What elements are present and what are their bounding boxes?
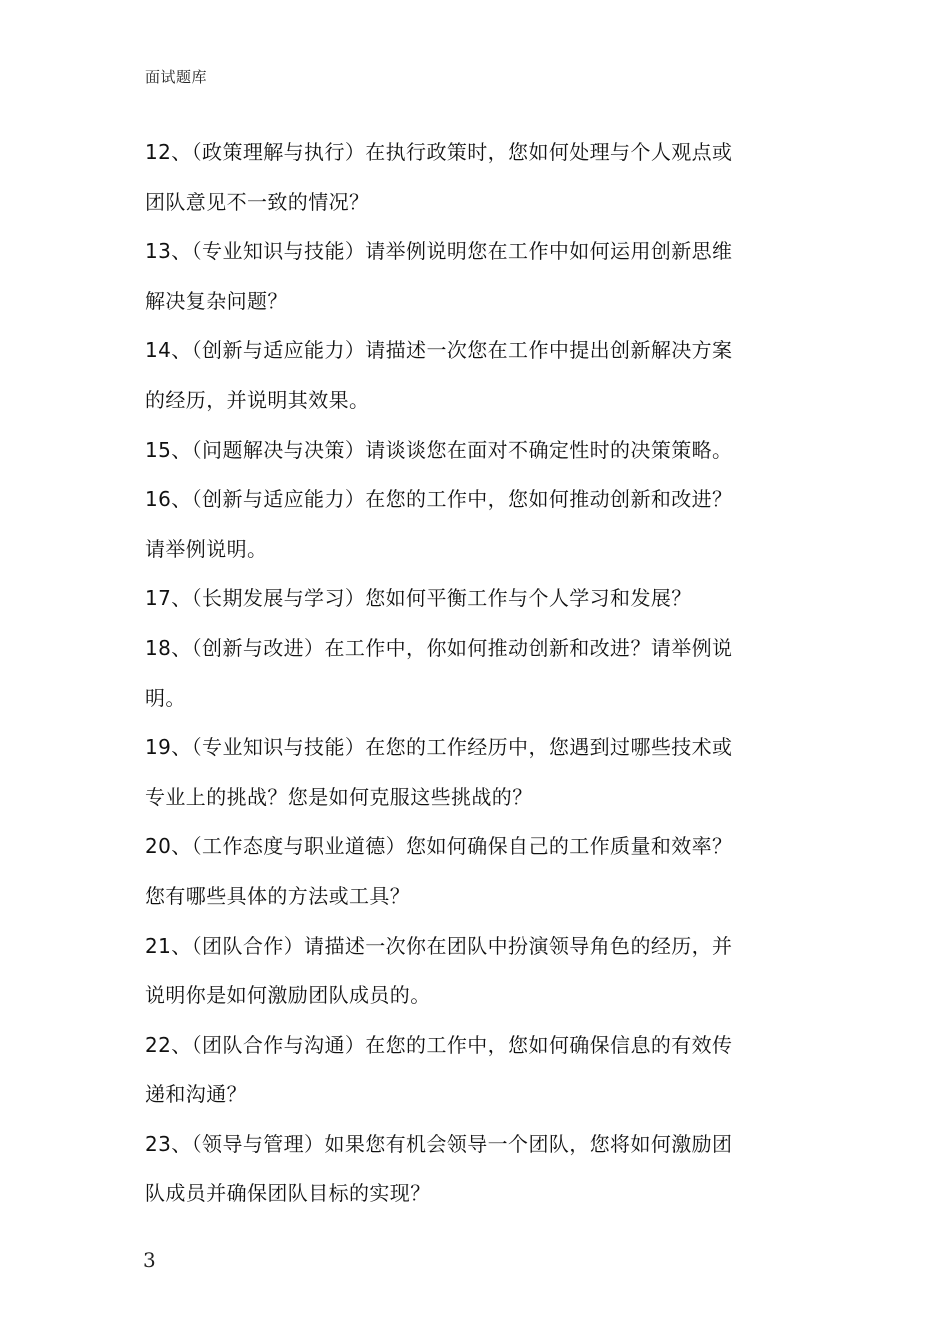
question-first-line: [145, 1021, 807, 1071]
question-number: 15、: [145, 437, 192, 462]
question-item: [145, 1021, 807, 1120]
question-text: （创新与适应能力）请描述一次您在工作中提出创新解决方案: [191, 338, 733, 363]
question-first-line: [145, 128, 807, 178]
question-continuation-line: [145, 773, 807, 823]
question-text: （创新与改进）在工作中，你如何推动创新和改进？请举例说: [191, 635, 733, 660]
question-number: 20、: [145, 834, 192, 859]
question-first-line: [145, 1120, 807, 1170]
question-number: 12、: [145, 140, 192, 164]
question-first-line: [145, 475, 807, 525]
question-continuation-line: [145, 178, 807, 228]
question-text: （领导与管理）如果您有机会领导一个团队，您将如何激励团: [191, 1131, 733, 1156]
question-item: [145, 723, 807, 822]
question-number: 21、: [145, 933, 192, 958]
question-text: 请举例说明。: [145, 536, 268, 561]
question-number: 22、: [145, 1032, 192, 1057]
question-text: （工作态度与职业道德）您如何确保自己的工作质量和效率？: [191, 834, 733, 859]
question-number: 13、: [145, 239, 192, 264]
question-number: 17、: [145, 586, 192, 611]
question-continuation-line: [145, 525, 807, 575]
question-continuation-line: [145, 971, 807, 1021]
question-text: 您有哪些具体的方法或工具？: [145, 883, 411, 908]
question-text: （专业知识与技能）在您的工作经历中，您遇到过哪些技术或: [191, 735, 733, 760]
question-text: 递和沟通？: [145, 1082, 247, 1107]
question-text: （团队合作）请描述一次你在团队中扮演领导角色的经历，并: [191, 933, 733, 958]
question-item: [145, 426, 807, 476]
question-list: [145, 128, 807, 1219]
question-first-line: [145, 922, 807, 972]
question-continuation-line: [145, 872, 807, 922]
question-text: 解决复杂问题？: [145, 288, 288, 313]
question-text: （团队合作与沟通）在您的工作中，您如何确保信息的有效传: [191, 1032, 733, 1057]
question-text: 专业上的挑战？您是如何克服这些挑战的？: [145, 784, 533, 809]
question-text: 明。: [145, 685, 186, 710]
question-text: 的经历，并说明其效果。: [145, 387, 370, 412]
question-text: （长期发展与学习）您如何平衡工作与个人学习和发展？: [191, 586, 692, 611]
question-continuation-line: [145, 277, 807, 327]
question-item: [145, 326, 807, 425]
question-continuation-line: [145, 674, 807, 724]
question-item: [145, 227, 807, 326]
question-item: [145, 1120, 807, 1219]
question-number: 18、: [145, 635, 192, 660]
question-item: [145, 624, 807, 723]
question-first-line: [145, 822, 807, 872]
page-number: 3: [143, 1248, 156, 1272]
question-first-line: [145, 574, 807, 624]
question-first-line: [145, 426, 807, 476]
question-number: 19、: [145, 735, 192, 760]
question-first-line: [145, 227, 807, 277]
question-continuation-line: [145, 1169, 807, 1219]
question-item: [145, 574, 807, 624]
question-text: 队成员并确保团队目标的实现？: [145, 1181, 431, 1206]
question-first-line: [145, 624, 807, 674]
question-text: （政策理解与执行）在执行政策时，您如何处理与个人观点或: [191, 140, 733, 164]
question-item: [145, 922, 807, 1021]
question-continuation-line: [145, 1070, 807, 1120]
question-first-line: [145, 326, 807, 376]
question-text: 团队意见不一致的情况？: [145, 189, 370, 214]
question-number: 16、: [145, 487, 192, 512]
question-continuation-line: [145, 376, 807, 426]
question-text: （创新与适应能力）在您的工作中，您如何推动创新和改进？: [191, 487, 733, 512]
question-text: 说明你是如何激励团队成员的。: [145, 983, 431, 1008]
question-item: [145, 475, 807, 574]
question-number: 23、: [145, 1131, 192, 1156]
page-header-title: 面试题库: [145, 68, 208, 86]
question-text: （问题解决与决策）请谈谈您在面对不确定性时的决策策略。: [191, 437, 733, 462]
question-item: [145, 822, 807, 921]
question-item: [145, 128, 807, 227]
question-number: 14、: [145, 338, 192, 363]
question-first-line: [145, 723, 807, 773]
question-text: （专业知识与技能）请举例说明您在工作中如何运用创新思维: [191, 239, 733, 264]
